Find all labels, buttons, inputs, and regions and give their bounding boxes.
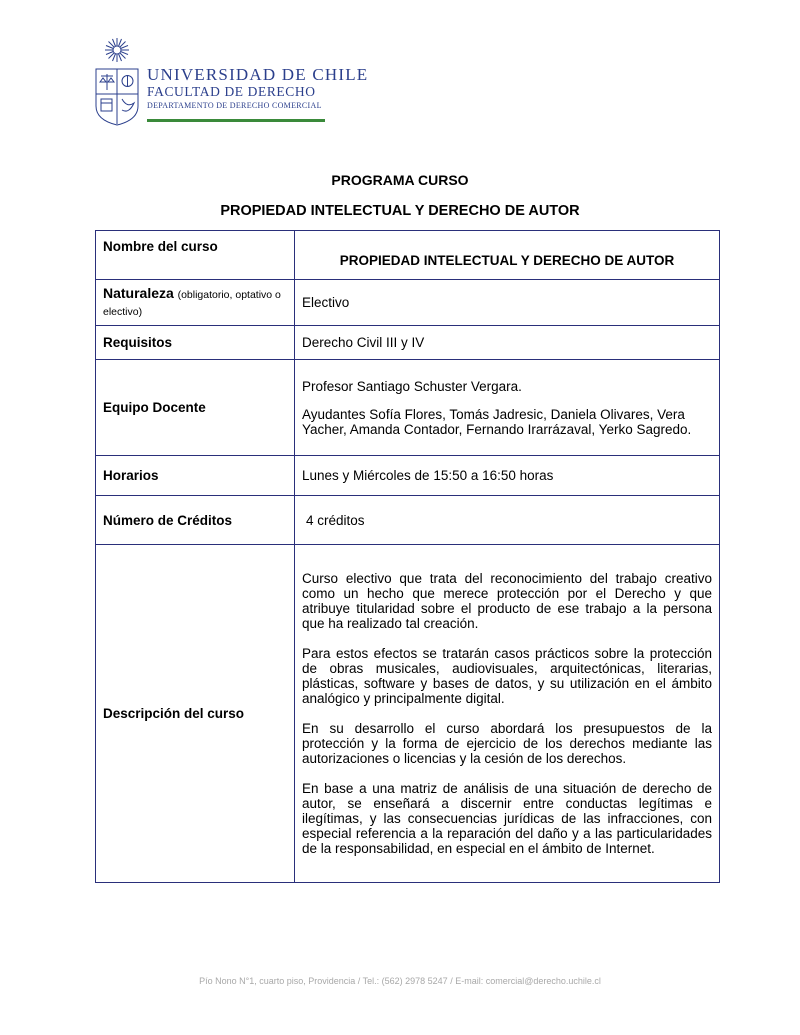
description-label: Descripción del curso <box>96 545 295 883</box>
course-name-value: PROPIEDAD INTELECTUAL Y DERECHO DE AUTOR <box>295 231 720 280</box>
university-wordmark <box>147 66 368 112</box>
course-info-table <box>95 230 720 883</box>
nature-value: Electivo <box>295 280 720 326</box>
row-nature <box>96 280 720 326</box>
professor-text: Profesor Santiago Schuster Vergara. <box>302 378 522 394</box>
row-credits <box>96 496 720 545</box>
row-schedule <box>96 456 720 496</box>
course-title: PROPIEDAD INTELECTUAL Y DERECHO DE AUTOR <box>220 203 580 219</box>
description-paragraph: Para estos efectos se tratarán casos prácticos sobre la protección de obras musicales, audiovisuales, arquitectónicas, literarias, plásticas, software y bases de datos, y su utilización en el ámbito analógico y principalmente digital. <box>302 646 712 706</box>
header-rule <box>147 119 325 122</box>
description-paragraph: Curso electivo que trata del reconocimiento del trabajo creativo como un hecho que merece protección por el Derecho y que atribuye titularidad sobre el producto de ese trabajo a la persona que ha realizado tal creación. <box>302 571 712 631</box>
nature-label-note: (obligatorio, optativo o electivo) <box>103 288 281 318</box>
schedule-value: Lunes y Miércoles de 15:50 a 16:50 horas <box>295 456 720 496</box>
course-name-label: Nombre del curso <box>96 231 295 280</box>
requirements-value: Derecho Civil III y IV <box>295 326 720 360</box>
requirements-label: Requisitos <box>96 326 295 360</box>
nature-label: Naturaleza <box>103 284 174 301</box>
teaching-team-cell <box>295 360 720 456</box>
row-course-name <box>96 231 720 280</box>
credits-value: 4 créditos <box>295 496 720 545</box>
description-cell <box>295 545 720 883</box>
nature-cell <box>96 280 295 326</box>
footer-address: Pío Nono N°1, cuarto piso, Providencia / Tel.: (562) 2978 5247 / E-mail: comercial@derecho.uchile.cl <box>199 976 601 986</box>
description-paragraph: En base a una matriz de análisis de una situación de derecho de autor, se enseñará a discernir entre conductas legítimas e ilegítimas, y las consecuencias jurídicas de las infracciones, con especial referencia a la reparación del daño y a las particularidades de la responsabilidad, en especial en el ámbito de Internet. <box>302 781 712 856</box>
credits-label: Número de Créditos <box>96 496 295 545</box>
teaching-team-label: Equipo Docente <box>96 360 295 456</box>
department-name: DEPARTAMENTO DE DERECHO COMERCIAL <box>147 101 322 110</box>
schedule-label: Horarios <box>96 456 295 496</box>
faculty-name: FACULTAD DE DERECHO <box>147 84 316 99</box>
university-logo <box>92 36 369 128</box>
university-crest-icon <box>92 36 142 126</box>
program-title: PROGRAMA CURSO <box>331 172 469 188</box>
assistants-text: Ayudantes Sofía Flores, Tomás Jadresic, Daniela Olivares, Vera Yacher, Amanda Contador, Fernando Irarrázaval, Yerko Sagredo. <box>302 406 692 437</box>
description-paragraph: En su desarrollo el curso abordará los presupuestos de la protección y la forma de ejercicio de los derechos mediante las autorizaciones o licencias y la cesión de los derechos. <box>302 721 712 766</box>
row-description <box>96 545 720 883</box>
row-teaching-team <box>96 360 720 456</box>
university-name: UNIVERSIDAD DE CHILE <box>147 65 369 84</box>
row-requirements <box>96 326 720 360</box>
